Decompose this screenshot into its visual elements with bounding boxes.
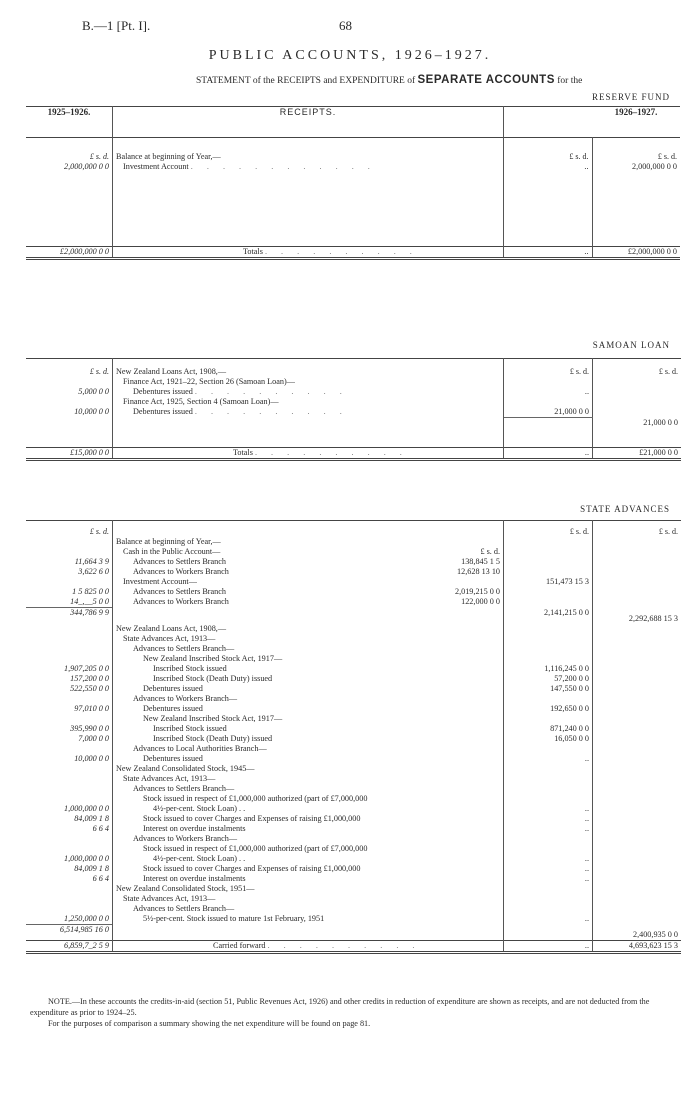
sa-b bbox=[593, 834, 682, 844]
subtitle-post: for the bbox=[554, 76, 583, 86]
sa-label-text: Inscribed Stock (Death Duty) issued bbox=[153, 673, 273, 683]
samoan-line: Debentures issued . . . . . . . . . . bbox=[113, 407, 504, 418]
sa-label bbox=[113, 784, 504, 794]
sa-b bbox=[593, 547, 682, 557]
sa-label bbox=[113, 874, 504, 884]
samoan-a: 21,000 0 0 bbox=[504, 407, 593, 418]
unit-label: £ s. d. bbox=[89, 152, 109, 161]
sa-prev: 1,000,000 0 0 bbox=[26, 804, 113, 814]
sa-label bbox=[113, 864, 504, 874]
samoan-line: New Zealand Loans Act, 1908,— bbox=[113, 359, 504, 378]
sa-prev bbox=[26, 834, 113, 844]
sa-label-text: Investment Account— bbox=[123, 577, 197, 586]
page-header-ref: B.—1 [Pt. I]. bbox=[82, 18, 151, 33]
sa-b bbox=[593, 794, 682, 804]
samoan-total-a: .. bbox=[504, 448, 593, 460]
sa-label bbox=[113, 684, 504, 694]
sa-a: 1,116,245 0 0 bbox=[504, 664, 593, 674]
sa-b bbox=[593, 714, 682, 724]
sa-inner-amount: £ s. d. bbox=[480, 547, 500, 556]
sa-a bbox=[504, 547, 593, 557]
sa-prev bbox=[26, 624, 113, 634]
sa-row bbox=[26, 644, 681, 654]
sa-label bbox=[113, 704, 504, 714]
sa-row bbox=[26, 724, 681, 734]
sa-label-text: Debentures issued bbox=[143, 683, 203, 693]
sa-label bbox=[113, 884, 504, 894]
sa-label bbox=[113, 754, 504, 764]
sa-row bbox=[26, 914, 681, 925]
sa-a: 151,473 15 3 bbox=[504, 577, 593, 587]
sa-row bbox=[26, 634, 681, 644]
sa-prev: 7,000 0 0 bbox=[26, 734, 113, 744]
reserve-total-b: £2,000,000 0 0 bbox=[592, 246, 680, 258]
sa-row bbox=[26, 784, 681, 794]
sa-b bbox=[593, 654, 682, 664]
sa-prev bbox=[26, 644, 113, 654]
sa-prev bbox=[26, 537, 113, 547]
sa-prev bbox=[26, 764, 113, 774]
sa-row bbox=[26, 744, 681, 754]
sa-inner-amount: 122,000 0 0 bbox=[461, 597, 500, 606]
sa-row bbox=[26, 764, 681, 774]
sa-label bbox=[113, 714, 504, 724]
samoan-line: Finance Act, 1921–22, Section 26 (Samoan Loan)— bbox=[113, 377, 504, 387]
sa-prev bbox=[26, 654, 113, 664]
sa-inner-amount: 138,845 1 5 bbox=[461, 557, 500, 566]
sa-row bbox=[26, 664, 681, 674]
sa-a bbox=[504, 784, 593, 794]
statement-subtitle bbox=[196, 74, 582, 86]
sa-b bbox=[593, 894, 682, 904]
sa-b bbox=[593, 587, 682, 597]
sa-b bbox=[593, 764, 682, 774]
sa-label bbox=[113, 814, 504, 824]
sa-prev bbox=[26, 844, 113, 854]
sa-row bbox=[26, 587, 681, 597]
samoan-total-label: Totals . . . . . . . . . . bbox=[113, 448, 504, 460]
col-receipts: RECEIPTS. bbox=[113, 107, 504, 138]
reserve-total-label: Totals . . . . . . . . . . bbox=[113, 246, 504, 258]
sa-a: 192,650 0 0 bbox=[504, 704, 593, 714]
sa-row bbox=[26, 684, 681, 694]
unit-label: £ s. d. bbox=[569, 152, 589, 161]
sa-label-text: Advances to Settlers Branch— bbox=[133, 643, 235, 653]
sa-row bbox=[26, 608, 681, 624]
sa-b bbox=[593, 744, 682, 754]
page-number: 68 bbox=[339, 18, 352, 33]
sa-b bbox=[593, 784, 682, 794]
sa-a bbox=[504, 597, 593, 608]
sa-label-text: Advances to Settlers Branch bbox=[133, 587, 226, 596]
sa-b bbox=[593, 624, 682, 634]
sa-b bbox=[593, 664, 682, 674]
sa-row bbox=[26, 537, 681, 547]
sa-a bbox=[504, 644, 593, 654]
sa-prev bbox=[26, 694, 113, 704]
sa-label-text: State Advances Act, 1913— bbox=[123, 773, 216, 783]
sa-label-text: New Zealand Inscribed Stock Act, 1917— bbox=[143, 713, 283, 723]
sa-label bbox=[113, 834, 504, 844]
sa-label bbox=[113, 634, 504, 644]
col-prev-year: 1925–1926. bbox=[26, 107, 113, 138]
sa-prev bbox=[26, 894, 113, 904]
sa-label bbox=[113, 608, 504, 624]
sa-row bbox=[26, 694, 681, 704]
sa-a: .. bbox=[504, 804, 593, 814]
sa-a bbox=[504, 884, 593, 894]
sa-a bbox=[504, 844, 593, 854]
sa-label bbox=[113, 624, 504, 634]
sa-label-text: Advances to Settlers Branch bbox=[133, 557, 226, 566]
sa-b bbox=[593, 734, 682, 744]
sa-prev: 6 6 4 bbox=[26, 824, 113, 834]
sa-row bbox=[26, 804, 681, 814]
sa-label bbox=[113, 644, 504, 654]
sa-label-text: 4½-per-cent. Stock Loan) . . bbox=[153, 853, 246, 863]
sa-label bbox=[113, 724, 504, 734]
sa-prev bbox=[26, 577, 113, 587]
samoan-loan-table: £ s. d. New Zealand Loans Act, 1908,— £ s. d. £ s. d. Finance Act, 1921–22, Section 26 (Samoan Loan)— 5,000 0 0 Debentures issued . . . . . . . . . . .. Finance Act, 1925, Section 4 (Samoan Loan)— 10,000 0 0 Debentures issued . . . . . . . . . . 21,000 0 0 21,000 0 0 £15,000 0 0 Totals . . . . . . . . . . .. £21,000 0 0 bbox=[26, 358, 681, 461]
sa-label-text: Advances to Workers Branch— bbox=[133, 693, 238, 703]
sa-b bbox=[593, 914, 682, 925]
sa-label bbox=[113, 674, 504, 684]
sa-total-label: Carried forward . . . . . . . . . . bbox=[113, 940, 504, 952]
sa-prev: 11,664 3 9 bbox=[26, 557, 113, 567]
sa-label-text: Advances to Workers Branch bbox=[133, 567, 229, 576]
sa-row bbox=[26, 624, 681, 634]
sa-b bbox=[593, 814, 682, 824]
sa-label-text: 4½-per-cent. Stock Loan) . . bbox=[153, 803, 246, 813]
sa-row bbox=[26, 874, 681, 884]
sa-b bbox=[593, 804, 682, 814]
sa-a bbox=[504, 587, 593, 597]
sa-b bbox=[593, 754, 682, 764]
sa-prev: 10,000 0 0 bbox=[26, 754, 113, 764]
sa-label-text: Stock issued in respect of £1,000,000 authorized (part of £7,000,000 bbox=[143, 843, 368, 853]
sa-prev bbox=[26, 904, 113, 914]
sa-b bbox=[593, 684, 682, 694]
sa-label-text: Advances to Workers Branch— bbox=[133, 833, 238, 843]
sa-b: 2,292,688 15 3 bbox=[628, 613, 678, 623]
sa-a bbox=[504, 794, 593, 804]
sa-label bbox=[113, 577, 504, 587]
subtitle-pre: STATEMENT of the RECEIPTS and EXPENDITURE of bbox=[196, 76, 418, 86]
sa-prev: 97,010 0 0 bbox=[26, 704, 113, 714]
sa-label-text: Stock issued to cover Charges and Expenses of raising £1,000,000 bbox=[143, 863, 361, 873]
sa-a: .. bbox=[504, 864, 593, 874]
sa-b bbox=[593, 694, 682, 704]
sa-b bbox=[593, 537, 682, 547]
sa-prev: 1 5 825 0 0 bbox=[26, 587, 113, 597]
sa-a: .. bbox=[504, 854, 593, 864]
sa-a: .. bbox=[504, 874, 593, 884]
samoan-loan-heading: SAMOAN LOAN bbox=[592, 340, 670, 350]
sa-label bbox=[113, 567, 504, 577]
sa-prev bbox=[26, 744, 113, 754]
sa-b bbox=[593, 644, 682, 654]
sa-label bbox=[113, 694, 504, 704]
sa-prev: 6 6 4 bbox=[26, 874, 113, 884]
sa-label-text: Debentures issued bbox=[143, 753, 203, 763]
sa-a bbox=[504, 624, 593, 634]
sa-a bbox=[504, 537, 593, 547]
sa-a bbox=[504, 744, 593, 754]
sa-a: 2,141,215 0 0 bbox=[504, 608, 593, 624]
sa-label-text: Advances to Local Authorities Branch— bbox=[133, 743, 267, 753]
state-advances-heading: STATE ADVANCES bbox=[580, 504, 670, 514]
sa-b bbox=[593, 904, 682, 914]
sa-row bbox=[26, 567, 681, 577]
sa-a: .. bbox=[504, 754, 593, 764]
sa-b bbox=[593, 567, 682, 577]
sa-row bbox=[26, 864, 681, 874]
sa-b bbox=[593, 557, 682, 567]
sa-label bbox=[113, 924, 504, 940]
sa-label bbox=[113, 587, 504, 597]
sa-label-text: State Advances Act, 1913— bbox=[123, 893, 216, 903]
sa-prev: 522,550 0 0 bbox=[26, 684, 113, 694]
subtitle-bold: SEPARATE ACCOUNTS bbox=[417, 74, 555, 86]
sa-prev bbox=[26, 784, 113, 794]
samoan-line: Debentures issued . . . . . . . . . . bbox=[113, 387, 504, 397]
sa-prev: 157,200 0 0 bbox=[26, 674, 113, 684]
sa-label bbox=[113, 914, 504, 925]
sa-row bbox=[26, 794, 681, 804]
sa-a bbox=[504, 654, 593, 664]
sa-b bbox=[593, 854, 682, 864]
sa-label bbox=[113, 597, 504, 608]
sa-prev: 344,786 9 9 bbox=[26, 608, 113, 624]
sa-label-text: Stock issued in respect of £1,000,000 authorized (part of £7,000,000 bbox=[143, 793, 368, 803]
sa-total-a: .. bbox=[504, 940, 593, 952]
sa-label-text: Inscribed Stock issued bbox=[153, 663, 227, 673]
sa-a bbox=[504, 567, 593, 577]
sa-a: .. bbox=[504, 914, 593, 925]
sa-b bbox=[593, 774, 682, 784]
sa-label bbox=[113, 794, 504, 804]
reserve-total-a: .. bbox=[504, 246, 593, 258]
sa-label-text: Balance at beginning of Year,— bbox=[116, 537, 221, 546]
sa-label bbox=[113, 844, 504, 854]
sa-total-b: 4,693,623 15 3 bbox=[593, 940, 682, 952]
reserve-total-prev: £2,000,000 0 0 bbox=[26, 246, 113, 258]
sa-label bbox=[113, 804, 504, 814]
sa-label bbox=[113, 654, 504, 664]
footnote-line-1: NOTE.—In these accounts the credits-in-aid (section 51, Public Revenues Act, 1926) and other credits in reduction of expenditure are shown as receipts, and are not deducted from the expenditure as prior to 1924–25. bbox=[30, 997, 650, 1017]
sa-prev bbox=[26, 794, 113, 804]
sa-label bbox=[113, 537, 504, 547]
sa-a bbox=[504, 924, 593, 940]
sa-row bbox=[26, 597, 681, 608]
sa-a bbox=[504, 904, 593, 914]
sa-row bbox=[26, 704, 681, 714]
sa-b bbox=[593, 844, 682, 854]
sa-a: 147,550 0 0 bbox=[504, 684, 593, 694]
reserve-fund-heading: RESERVE FUND bbox=[591, 92, 670, 102]
sa-a bbox=[504, 694, 593, 704]
footnote-line-2: For the purposes of comparison a summary showing the net expenditure will be found on page 81. bbox=[48, 1019, 371, 1028]
sa-row bbox=[26, 834, 681, 844]
samoan-prev: 10,000 0 0 bbox=[26, 407, 113, 418]
sa-prev: 395,990 0 0 bbox=[26, 724, 113, 734]
sa-label-text: Advances to Workers Branch bbox=[133, 597, 229, 606]
sa-b bbox=[593, 874, 682, 884]
page-title: PUBLIC ACCOUNTS, 1926–1927. bbox=[208, 48, 492, 63]
sa-row bbox=[26, 894, 681, 904]
sa-label bbox=[113, 854, 504, 864]
sa-row bbox=[26, 674, 681, 684]
sa-prev bbox=[26, 884, 113, 894]
sa-label-text: Interest on overdue instalments bbox=[143, 873, 246, 883]
sa-prev: 84,009 1 8 bbox=[26, 814, 113, 824]
samoan-a: .. bbox=[504, 387, 593, 397]
sa-label bbox=[113, 734, 504, 744]
samoan-line: Finance Act, 1925, Section 4 (Samoan Loan)— bbox=[113, 397, 504, 407]
sa-prev: 1,000,000 0 0 bbox=[26, 854, 113, 864]
sa-b bbox=[593, 634, 682, 644]
samoan-total-prev: £15,000 0 0 bbox=[26, 448, 113, 460]
reserve-a: .. bbox=[504, 162, 593, 246]
sa-label-text: Inscribed Stock (Death Duty) issued bbox=[153, 733, 273, 743]
sa-label bbox=[113, 664, 504, 674]
sa-row bbox=[26, 714, 681, 724]
reserve-fund-table bbox=[26, 106, 680, 260]
sa-a: 57,200 0 0 bbox=[504, 674, 593, 684]
sa-a: .. bbox=[504, 824, 593, 834]
sa-row bbox=[26, 577, 681, 587]
sa-prev bbox=[26, 634, 113, 644]
sa-label-text: Cash in the Public Account— bbox=[123, 547, 221, 556]
sa-label-text: 5½-per-cent. Stock issued to mature 1st February, 1951 bbox=[143, 913, 325, 923]
sa-b bbox=[593, 597, 682, 608]
sa-label bbox=[113, 824, 504, 834]
samoan-total-b: £21,000 0 0 bbox=[593, 448, 682, 460]
sa-label-text: New Zealand Loans Act, 1908,— bbox=[116, 623, 227, 633]
sa-label-text: State Advances Act, 1913— bbox=[123, 633, 216, 643]
sa-label-text: New Zealand Inscribed Stock Act, 1917— bbox=[143, 653, 283, 663]
sa-b bbox=[593, 724, 682, 734]
samoan-prev: 5,000 0 0 bbox=[26, 387, 113, 397]
sa-a bbox=[504, 764, 593, 774]
sa-label-text: Advances to Settlers Branch— bbox=[133, 903, 235, 913]
sa-a: 16,050 0 0 bbox=[504, 734, 593, 744]
sa-row bbox=[26, 924, 681, 940]
unit-label: £ s. d. bbox=[657, 152, 677, 161]
sa-a: 871,240 0 0 bbox=[504, 724, 593, 734]
sa-b bbox=[593, 884, 682, 894]
sa-prev bbox=[26, 547, 113, 557]
sa-row bbox=[26, 854, 681, 864]
sa-a bbox=[504, 834, 593, 844]
sa-prev: 1,907,205 0 0 bbox=[26, 664, 113, 674]
sa-a: .. bbox=[504, 814, 593, 824]
sa-label-text: Stock issued to cover Charges and Expenses of raising £1,000,000 bbox=[143, 813, 361, 823]
sa-prev: 14_,__5 0 0 bbox=[26, 597, 113, 608]
reserve-b: 2,000,000 0 0 bbox=[631, 162, 677, 171]
sa-label-text: New Zealand Consolidated Stock, 1951— bbox=[116, 883, 255, 893]
sa-label bbox=[113, 547, 504, 557]
sa-label bbox=[113, 744, 504, 754]
sa-label-text: Inscribed Stock issued bbox=[153, 723, 227, 733]
sa-row bbox=[26, 734, 681, 744]
sa-row bbox=[26, 814, 681, 824]
sa-inner-amount: 12,628 13 10 bbox=[457, 567, 500, 576]
state-advances-table: £ s. d. £ s. d. £ s. d. Balance at beginning of Year,— £ s. d. Cash in the Public Account— 11,664 3 9 138,845 1 5 Advances to Settlers Branch 3,622 6 0 12,628 13 10 Advances to Workers Branch Investment Account— 151,473 15 3 1 5 825 0 0 2,019,215 0 0 Advances to Settlers Branch 14_,__5 0 0 122,000 0 0 Advances to Workers Branch 344,786 9 9 2,141,215 0 0 2,292,688 15 3 New Zealand Loans Act, 1908,— State Advances Act, 1913— Advances to Settlers Branch— New Zealand Inscribed Stock Act, 1917— 1,907,205 0 0 Inscribed Stock issued 1,116,245 0 0 157,200 0 0 Inscribed Stock (Death Duty) issued 57,200 0 0 522,550 0 0 Debentures issued 147,550 0 0 Advances to Workers Branch— 97,010 0 0 Debentures issued 192,650 0 0 New Zealand Inscribed Stock Act, 1917— 395,990 0 0 Inscribed Stock issued 871,240 0 0 7,000 0 0 Inscribed Stock (Death Duty) issued 16,050 0 0 Advances to Local Authorities Branch— 10,000 0 0 Debentures issued .. New Zealand Consolidated Stock, 1945— State Advances Act, 1913— Advances to Settlers Branch— Stock issued in respect of £1,000,000 authorized (part of £7,000,000 1,000,000 0 0 4½-per-cent. Stock Loan) . . .. 84,009 1 8 Stock issued to cover Charges and Expenses of raising £1,000,000 .. 6 6 4 Interest on overdue instalments .. Advances to Workers Branch— Stock issued in respect of £1,000,000 authorized (part of £7,000,000 1,000,000 0 0 4½-per-cent. Stock Loan) . . .. 84,009 1 8 Stock issued to cover Charges and Expenses of raising £1,000,000 .. 6 6 4 Interest on overdue instalments .. New Zealand Consolidated Stock, 1951— State Advances Act, 1913— Advances to Settlers Branch— 1,250,000 0 0 5½-per-cent. Stock issued to mature 1st February, 1951 .. 6,514,985 16 0 2,400,935 0 0 6,859,7_2 5 9 Carried forward . . . . . . . . . . .. 4,693,623 15 3 bbox=[26, 520, 681, 954]
samoan-b: 21,000 0 0 bbox=[643, 417, 678, 427]
sa-a bbox=[504, 634, 593, 644]
sa-b bbox=[593, 864, 682, 874]
sa-row bbox=[26, 654, 681, 664]
sa-prev: 6,514,985 16 0 bbox=[26, 924, 113, 940]
sa-inner-amount: 2,019,215 0 0 bbox=[454, 587, 500, 596]
sa-label-text: Interest on overdue instalments bbox=[143, 823, 246, 833]
sa-row bbox=[26, 557, 681, 567]
sa-b bbox=[593, 674, 682, 684]
sa-label-text: Debentures issued bbox=[143, 703, 203, 713]
sa-a bbox=[504, 774, 593, 784]
sa-prev: 3,622 6 0 bbox=[26, 567, 113, 577]
sa-label bbox=[113, 904, 504, 914]
sa-a bbox=[504, 557, 593, 567]
reserve-label: Balance at beginning of Year,— bbox=[113, 138, 504, 163]
sa-row bbox=[26, 844, 681, 854]
sa-b bbox=[593, 824, 682, 834]
sa-a bbox=[504, 714, 593, 724]
sa-label-text: Advances to Settlers Branch— bbox=[133, 783, 235, 793]
sa-row bbox=[26, 774, 681, 784]
sa-label-text: New Zealand Consolidated Stock, 1945— bbox=[116, 763, 255, 773]
sa-prev bbox=[26, 774, 113, 784]
sa-row bbox=[26, 884, 681, 894]
sa-b bbox=[593, 704, 682, 714]
sa-row bbox=[26, 547, 681, 557]
reserve-label-2: Investment Account . . . . . . . . . . . . bbox=[113, 162, 504, 246]
footnote bbox=[30, 996, 680, 1029]
sa-a bbox=[504, 894, 593, 904]
sa-total-prev: 6,859,7_2 5 9 bbox=[26, 940, 113, 952]
reserve-prev: 2,000,000 0 0 bbox=[26, 162, 113, 246]
sa-prev: 84,009 1 8 bbox=[26, 864, 113, 874]
sa-prev bbox=[26, 714, 113, 724]
sa-label bbox=[113, 764, 504, 774]
sa-row bbox=[26, 824, 681, 834]
sa-label bbox=[113, 894, 504, 904]
sa-b: 2,400,935 0 0 bbox=[632, 929, 678, 939]
col-curr-year: 1926–1927. bbox=[592, 107, 680, 138]
sa-row bbox=[26, 754, 681, 764]
sa-prev: 1,250,000 0 0 bbox=[26, 914, 113, 925]
sa-label bbox=[113, 557, 504, 567]
sa-b bbox=[593, 577, 682, 587]
sa-label bbox=[113, 774, 504, 784]
sa-row bbox=[26, 904, 681, 914]
